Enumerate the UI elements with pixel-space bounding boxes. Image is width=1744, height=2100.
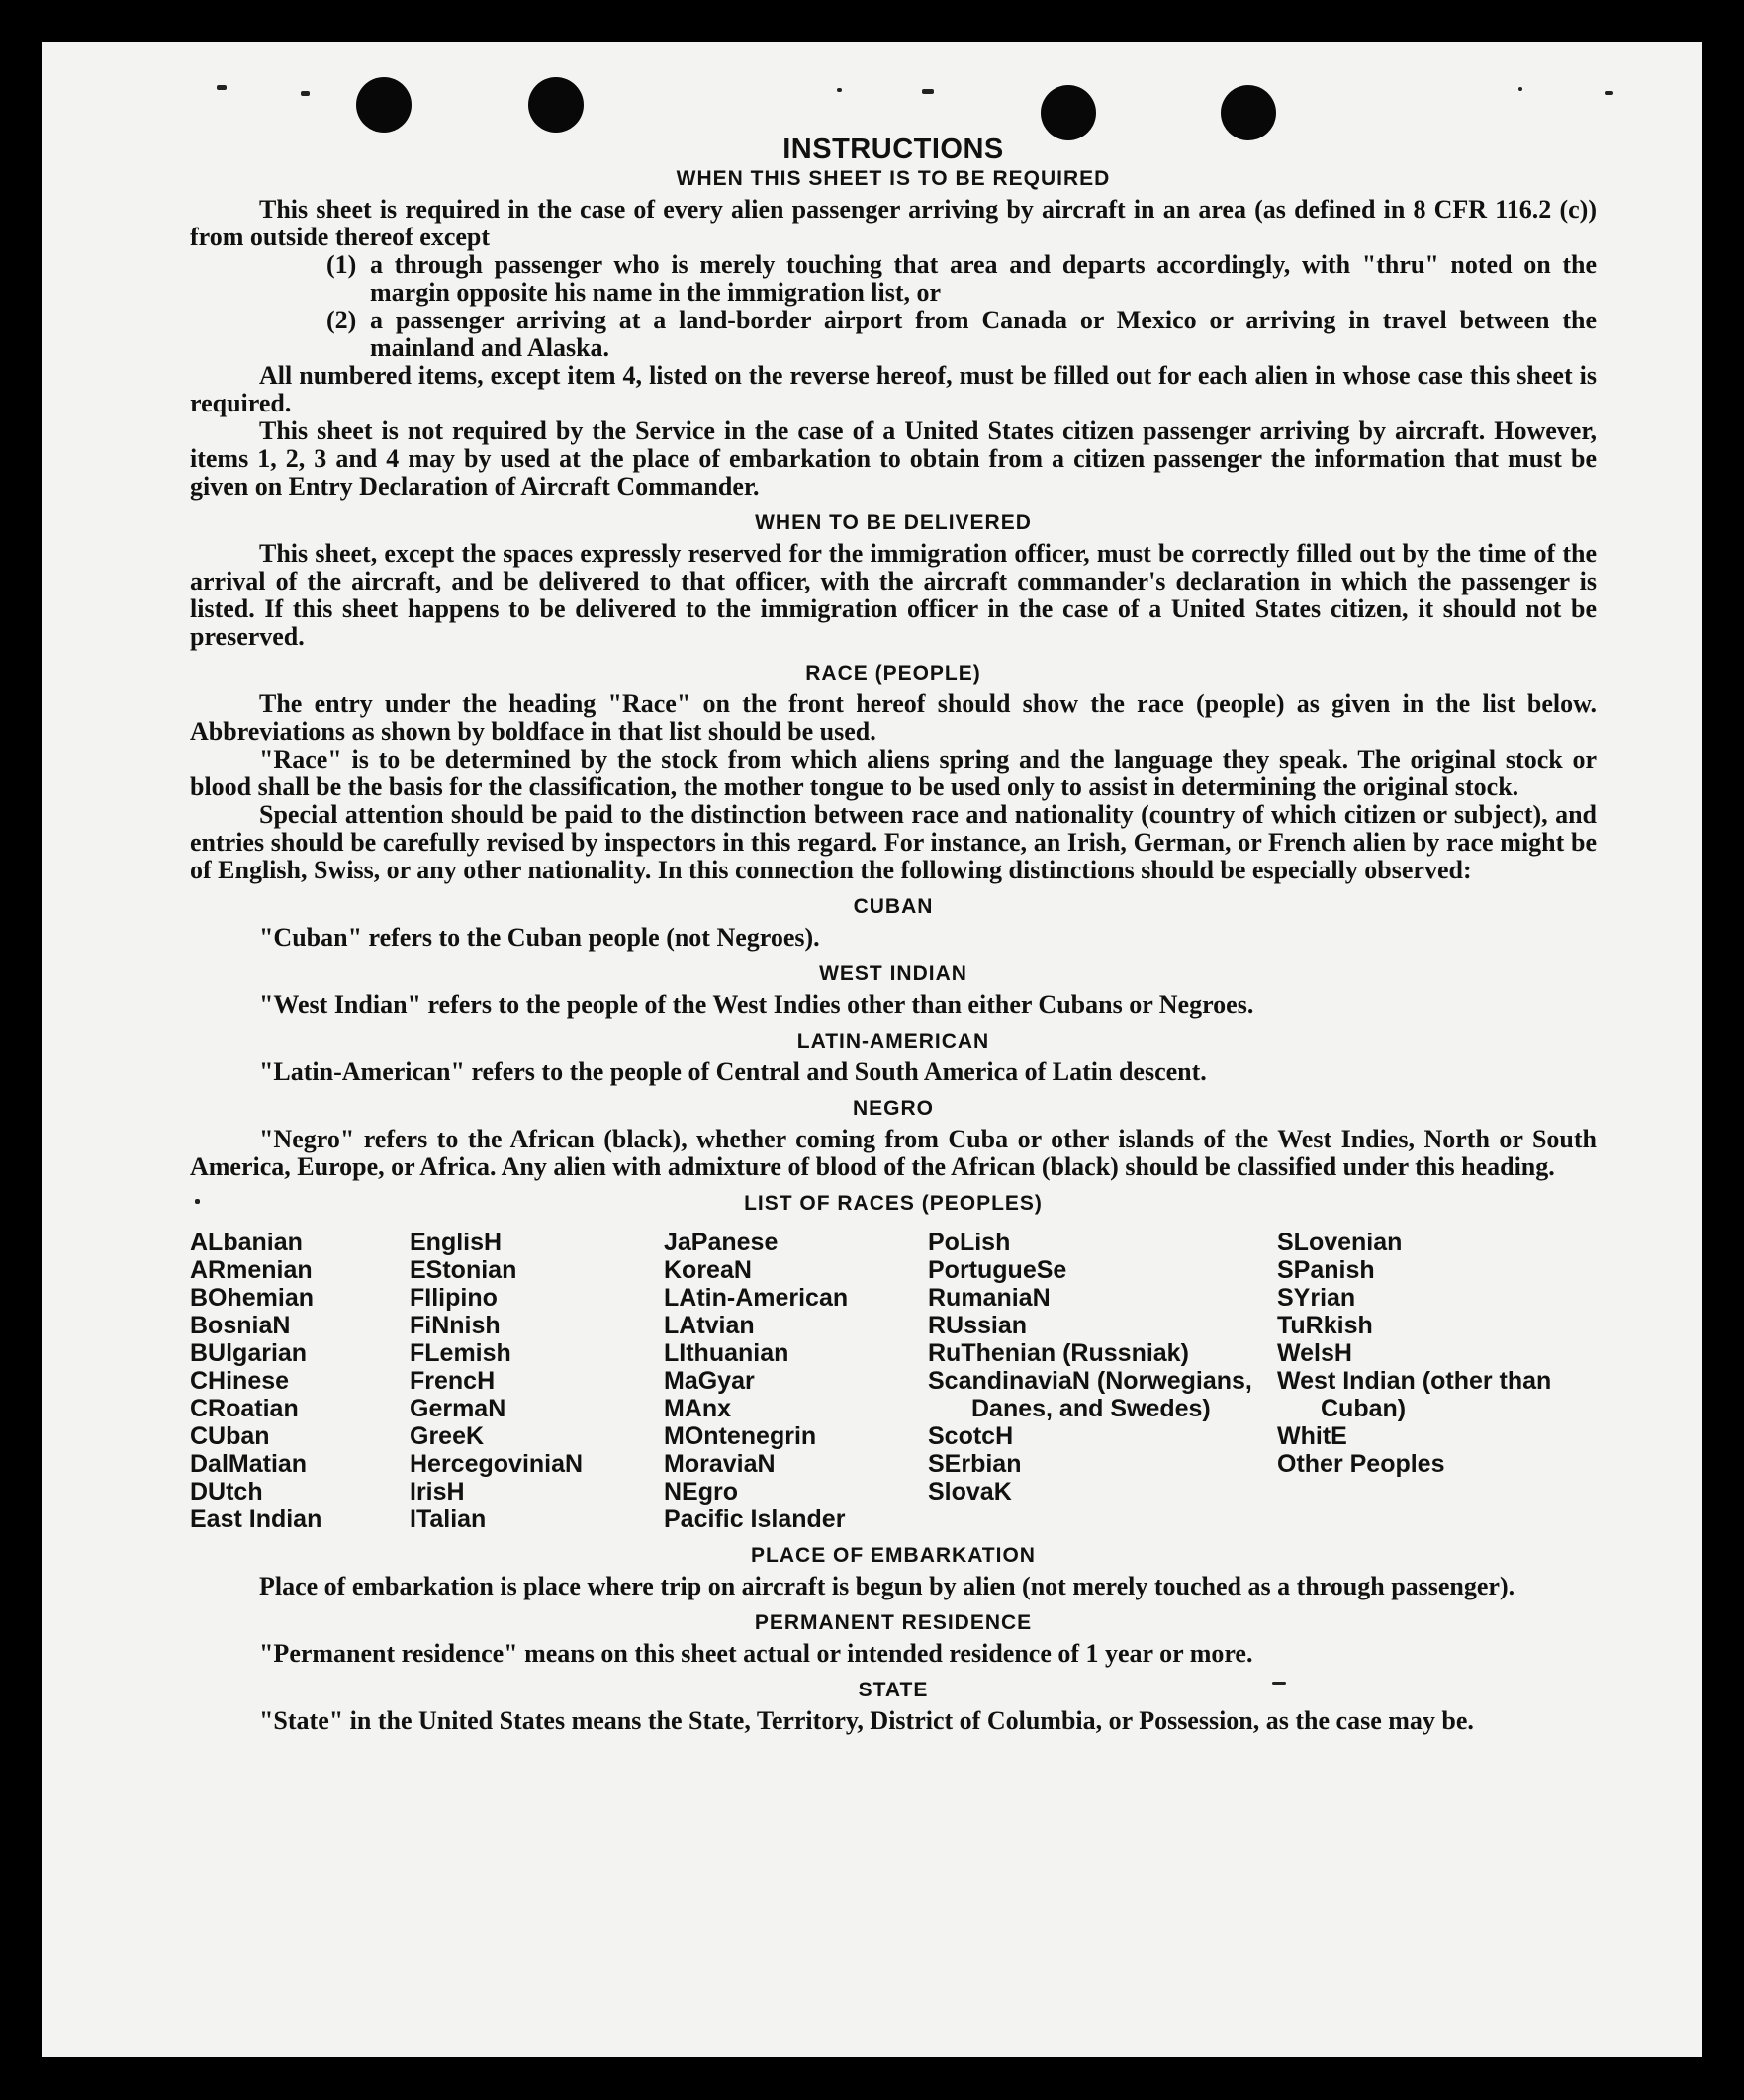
punch-hole xyxy=(356,77,412,133)
race-entry: ScandinaviaN (Norwegians, Danes, and Swedes) xyxy=(928,1367,1252,1422)
section-heading: RACE (PEOPLE) xyxy=(805,662,981,685)
section-heading: PERMANENT RESIDENCE xyxy=(754,1611,1033,1634)
race-entry: RumaniaN xyxy=(928,1284,1051,1312)
paragraph: All numbered items, except item 4, listed on the reverse hereof, must be filled out for each alien in whose case this sheet is required. xyxy=(190,361,1597,417)
race-entry: MOntenegrin xyxy=(664,1422,817,1450)
speck xyxy=(301,91,310,96)
race-entry: FrencH xyxy=(410,1367,496,1395)
paragraph: This sheet is required in the case of every alien passenger arriving by aircraft in an area (as defined in 8 CFR 116.2 (c)) from outside thereof except xyxy=(190,195,1597,251)
paragraph: "Permanent residence" means on this sheet actual or intended residence of 1 year or more. xyxy=(259,1639,1253,1668)
item-text: a through passenger who is merely touching that area and departs accordingly, with "thru" noted on the margin opposite his name in the immigration list, or xyxy=(370,250,1597,307)
race-entry: ScotcH xyxy=(928,1422,1014,1450)
race-entry: TuRkish xyxy=(1277,1312,1373,1339)
race-entry: CHinese xyxy=(190,1367,290,1395)
race-entry: NEgro xyxy=(664,1478,738,1506)
punch-hole xyxy=(528,77,584,133)
race-entry: DalMatian xyxy=(190,1450,308,1478)
item-text: a passenger arriving at a land-border airport from Canada or Mexico or arriving in travel between the mainland and Alaska. xyxy=(370,306,1597,362)
race-entry: SPanish xyxy=(1277,1256,1375,1284)
race-entry: LAtvian xyxy=(664,1312,755,1339)
item-number: (1) xyxy=(326,250,357,279)
paragraph: This sheet is not required by the Service in the case of a United States citizen passenger arriving by aircraft. However, items 1, 2, 3 and 4 may by used at the place of embarkation to obtain from a citizen passenger the information that must be given on Entry Declaration of Aircraft Commander. xyxy=(190,416,1597,501)
paragraph: "Latin-American" refers to the people of Central and South America of Latin descent. xyxy=(259,1057,1207,1086)
section-heading: LATIN-AMERICAN xyxy=(796,1030,990,1052)
speck xyxy=(1518,87,1522,91)
instructions-body xyxy=(190,133,1597,1735)
race-entry: SlovaK xyxy=(928,1478,1012,1506)
race-entry: ARmenian xyxy=(190,1256,313,1284)
paragraph: "State" in the United States means the State, Territory, District of Columbia, or Possession, as the case may be. xyxy=(259,1706,1474,1735)
speck xyxy=(922,89,934,94)
paragraph: "Negro" refers to the African (black), whether coming from Cuba or other islands of the West Indies, North or South America, Europe, or Africa. Any alien with admixture of blood of the African (black) should be classified under this heading. xyxy=(190,1125,1597,1181)
section-heading: PLACE OF EMBARKATION xyxy=(751,1544,1036,1567)
race-entry: Pacific Islander xyxy=(664,1506,846,1533)
section-heading: WHEN TO BE DELIVERED xyxy=(755,511,1032,534)
race-entry: KoreaN xyxy=(664,1256,752,1284)
race-entry: East Indian xyxy=(190,1506,322,1533)
race-entry: JaPanese xyxy=(664,1229,779,1256)
list-item xyxy=(326,307,1597,362)
race-entry: LAtin-American xyxy=(664,1284,849,1312)
item-number: (2) xyxy=(326,306,357,334)
race-entry: Other Peoples xyxy=(1277,1450,1445,1478)
race-entry: SYrian xyxy=(1277,1284,1356,1312)
speck xyxy=(837,88,842,92)
race-entry: DUtch xyxy=(190,1478,263,1506)
race-entry: ALbanian xyxy=(190,1229,303,1256)
races-column xyxy=(664,1229,928,1533)
race-entry: EnglisH xyxy=(410,1229,503,1256)
races-column xyxy=(190,1229,410,1533)
race-entry: MAnx xyxy=(664,1395,732,1422)
race-entry: BosniaN xyxy=(190,1312,291,1339)
paragraph: "West Indian" refers to the people of the West Indies other than either Cubans or Negroes. xyxy=(259,990,1254,1019)
paragraph: The entry under the heading "Race" on the front hereof should show the race (people) as given in the list below. Abbreviations as shown by boldface in that list should be used. xyxy=(190,689,1597,746)
race-entry: BOhemian xyxy=(190,1284,315,1312)
race-entry: GermaN xyxy=(410,1395,506,1422)
race-entry: GreeK xyxy=(410,1422,485,1450)
speck xyxy=(1605,91,1613,95)
races-column xyxy=(410,1229,664,1533)
paragraph: Special attention should be paid to the distinction between race and nationality (country of which citizen or subject), and entries should be carefully revised by inspectors in this regard. For instance, an Irish, German, or French alien by race might be of English, Swiss, or any other nationality. In this connection the following distinctions should be especially observed: xyxy=(190,800,1597,884)
race-entry: WhitE xyxy=(1277,1422,1347,1450)
race-entry: WelsH xyxy=(1277,1339,1352,1367)
section-heading: STATE xyxy=(858,1679,929,1701)
race-entry: FLemish xyxy=(410,1339,511,1367)
race-entry: ITalian xyxy=(410,1506,487,1533)
race-entry: RUssian xyxy=(928,1312,1028,1339)
races-column xyxy=(928,1229,1277,1533)
speck xyxy=(217,85,227,90)
race-entry: MoraviaN xyxy=(664,1450,776,1478)
paragraph: This sheet, except the spaces expressly reserved for the immigration officer, must be correctly filled out by the time of the arrival of the aircraft, and be delivered to that officer, with the aircraft commander's declaration in which the passenger is listed. If this sheet happens to be delivered to the immigration officer in the case of a United States citizen, it should not be preserved. xyxy=(190,539,1597,651)
race-entry: RuThenian (Russniak) xyxy=(928,1339,1189,1367)
race-entry: HercegoviniaN xyxy=(410,1450,584,1478)
races-heading: LIST OF RACES (PEOPLES) xyxy=(744,1192,1043,1215)
race-entry: PortugueSe xyxy=(928,1256,1067,1284)
race-entry: SLovenian xyxy=(1277,1229,1403,1256)
race-entry: CUban xyxy=(190,1422,270,1450)
list-item xyxy=(326,251,1597,307)
race-entry: MaGyar xyxy=(664,1367,755,1395)
page-title: INSTRUCTIONS xyxy=(782,134,1004,165)
race-entry: LIthuanian xyxy=(664,1339,789,1367)
race-entry: SErbian xyxy=(928,1450,1022,1478)
section-heading: WEST INDIAN xyxy=(819,962,967,985)
races-column xyxy=(1277,1229,1574,1533)
race-entry: CRoatian xyxy=(190,1395,299,1422)
race-entry: BUlgarian xyxy=(190,1339,308,1367)
paragraph: "Cuban" refers to the Cuban people (not Negroes). xyxy=(259,923,820,952)
document-page xyxy=(42,42,1702,2057)
races-list xyxy=(190,1229,1597,1533)
section-heading: CUBAN xyxy=(853,895,934,918)
paragraph: Place of embarkation is place where trip on aircraft is begun by alien (not merely touched as a through passenger). xyxy=(259,1572,1515,1600)
race-entry: FIlipino xyxy=(410,1284,498,1312)
paragraph: "Race" is to be determined by the stock from which aliens spring and the language they speak. The original stock or blood shall be the basis for the classification, the mother tongue to be used only to assist in determining the original stock. xyxy=(190,745,1597,801)
section-heading: WHEN THIS SHEET IS TO BE REQUIRED xyxy=(676,167,1111,190)
race-entry: West Indian (other than Cuban) xyxy=(1277,1367,1552,1422)
race-entry: FiNnish xyxy=(410,1312,501,1339)
race-entry: PoLish xyxy=(928,1229,1011,1256)
race-entry: IrisH xyxy=(410,1478,465,1506)
section-heading: NEGRO xyxy=(852,1097,934,1120)
race-entry: EStonian xyxy=(410,1256,517,1284)
